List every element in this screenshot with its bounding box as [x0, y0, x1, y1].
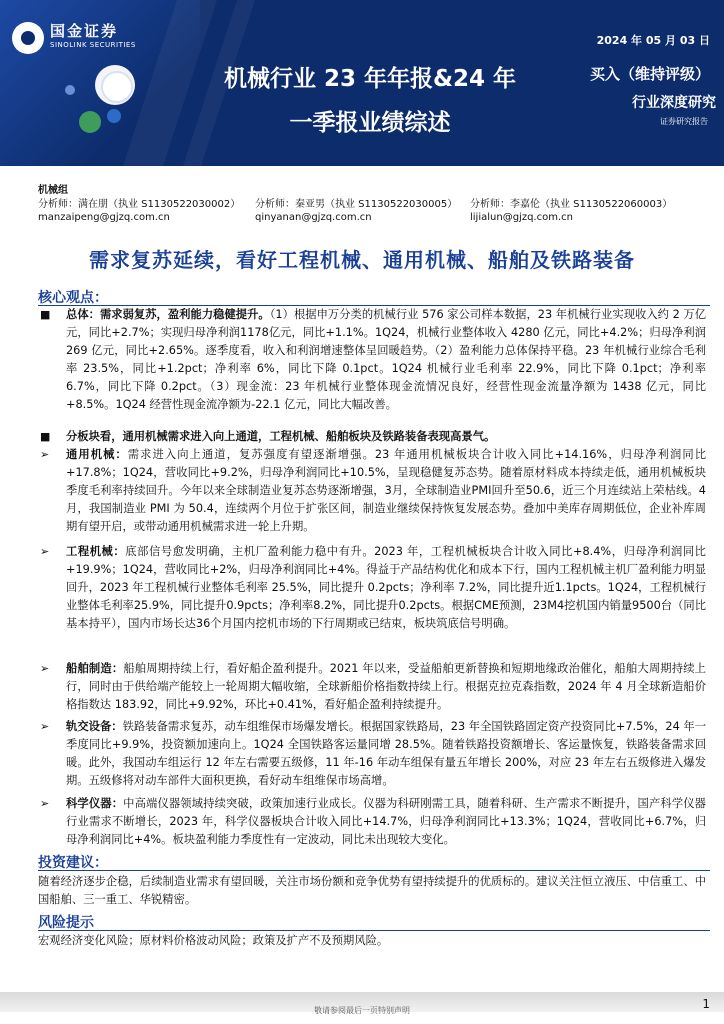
square-bullet-icon: ■: [40, 430, 51, 443]
report-header: [0, 0, 724, 166]
sector-item-text: 需求进入向上通道，复苏强度有望逐渐增强。23 年通用机械板块合计收入同比+14.16%，归母净利润同比+17.8%；1Q24，营收同比+9.2%，归母净利润同比+10.5%，呈现稳健复苏态势。随着原材料成本持续走低，通用机械板块季度毛利率持续回升。今年以来全球制造业复苏态势逐渐增强，3月，全球制造业PMI回升至50.6，近三个月连续站上荣枯线。4 月，我国制造业 PMI 为 50.4，连续两个月位于扩张区间，制造业继续保持恢复发展态势。叠加中美库存周期低位，企业补库周期有望开启，或带动通用机械需求进一轮上升期。: [66, 448, 706, 534]
risk-heading: 风险提示: [38, 915, 94, 931]
sector-item: [66, 718, 706, 790]
rating-badge: 买入（维持评级）: [589, 65, 710, 83]
section-divider: [38, 870, 710, 871]
summary-text: （1）根据申万分类的机械行业 576 家公司样本数据，23 年机械行业实现收入约 2 万亿元，同比+2.7%；实现归母净利润1178亿元，同比+1.1%。1Q24，机械行业整体收入 4280 亿元，同比+4.2%；归母净利润 269 亿元，同比+2.65%。逐季度看，收入和利润增速整体呈回暖趋势。（2）盈利能力总体保持平稳。23 年机械行业综合毛利率 23.5%，同比+1.2pct；净利率 6%，同比下降 0.1pct。1Q24 机械行业毛利率 22.9%，同比下降 0.1pct；净利率 6.7%，同比下降 0.2pct。（3）现金流：23 年机械行业整体现金流情况良好，经营性现金流量净额为 1438 亿元，同比+8.5%。1Q24 经营性现金流净额为-22.1 亿元，同比大幅改善。: [66, 308, 706, 412]
sector-item-text: 船舶周期持续上行，看好船企盈利提升。2021 年以来，受益船舶更新替换和短期地缘政治催化，船舶大周期持续上行，同时由于供给端产能较上一轮周期大幅收缩，全球新船价格指数持续上行。根据克拉克森指数，2024 年 4 月全球新造船价格指数达 183.92，同比+9.92%，环比+0.41%，看好船企盈利持续提升。: [66, 662, 706, 712]
sector-item: [66, 660, 706, 714]
risk-text: 宏观经济变化风险；原材料价格波动风险；政策及扩产不及预期风险。: [38, 934, 389, 947]
arrow-bullet-icon: ➢: [40, 662, 50, 675]
brand-logo-icon: [12, 22, 44, 54]
invest-heading: 投资建议：: [38, 855, 108, 871]
analyst-name: 分析师：李嘉伦（执业 S1130522060003）: [470, 199, 673, 210]
brand-logo: [12, 22, 136, 54]
brand-name-cn: 国金证券: [50, 22, 119, 40]
report-title-line1: 机械行业 23 年年报&24 年: [223, 66, 517, 92]
analyst-email[interactable]: qinyanan@gjzq.com.cn: [255, 212, 372, 223]
section-divider: [38, 930, 710, 931]
sector-overview-lead: 分板块看，通用机械需求进入向上通道，工程机械、船舶板块及铁路装备表现高景气。: [66, 430, 496, 443]
arrow-bullet-icon: ➢: [40, 448, 50, 461]
sector-item-text: 铁路装备需求复苏，动车组维保市场爆发增长。根据国家铁路局，23 年全国铁路固定资产投资同比+7.5%，24 年一季度同比+9.9%，投资额加速向上。1Q24 全国铁路客运量同增 28.5%。随着铁路投资额增长、客运量恢复，铁路装备需求回暖。此外，我国动车组运行 12 年左右需要五级修，11 年-16 年动车组保有量五年增长 200%，对应 23 年左右五级修进入爆发期。五级修将对动车部件大面积更换，看好动车组维保市场高增。: [66, 720, 706, 788]
sector-overview: [66, 428, 706, 446]
page-number: 1: [702, 997, 710, 1011]
sector-item-text: 中高端仪器领域持续突破，政策加速行业成长。仪器为科研刚需工具，随着科研、生产需求不断提升，国产科学仪器行业需求不断增长，2023 年，科学仪器板块合计收入同比+14.7%，归母净利润同比+13.3%；1Q24，营收同比+6.7%，归母净利润同比+4%。板块盈利能力季度性有一定波动，同比未出现较大变化。: [66, 797, 706, 847]
sector-item-lead: 科学仪器：: [66, 797, 124, 810]
sector-item-lead: 工程机械：: [66, 545, 126, 558]
sector-item: [66, 446, 706, 536]
square-bullet-icon: ■: [40, 308, 51, 321]
sector-item: [66, 543, 706, 633]
report-date: 2024 年 05 月 03 日: [596, 34, 710, 47]
core-views-heading: 核心观点：: [38, 290, 108, 306]
sector-item: [66, 795, 706, 849]
analyst-name: 分析师：秦亚男（执业 S1130522030005）: [255, 199, 458, 210]
analyst-email[interactable]: manzaipeng@gjzq.com.cn: [38, 212, 170, 223]
analyst-list: [38, 195, 698, 229]
report-subtype: 证券研究报告: [660, 117, 708, 126]
analyst-name: 分析师：满在朋（执业 S1130522030002）: [38, 199, 241, 210]
footer-disclaimer: 敬请参阅最后一页特别声明: [314, 1006, 410, 1015]
report-title-line2: 一季报业绩综述: [289, 110, 451, 136]
brand-name-en: SINOLINK SECURITIES: [50, 41, 136, 49]
analyst-email[interactable]: lijialun@gjzq.com.cn: [470, 212, 573, 223]
arrow-bullet-icon: ➢: [40, 797, 50, 810]
sector-item-lead: 通用机械：: [66, 448, 128, 461]
report-type: 行业深度研究: [632, 95, 716, 111]
sector-item-text: 底部信号愈发明确，主机厂盈利能力稳中有升。2023 年，工程机械板块合计收入同比+8.4%，归母净利润同比+19.9%；1Q24，营收同比+2%，归母净利润同比+4%。得益于产品结构优化和成本下行，国内工程机械主机厂盈利能力明显回升，2023 年工程机械行业整体毛利率 25.5%，同比提升 0.2pcts；净利率 7.2%，同比提升近1.1pcts。1Q24，工程机械行业整体毛利率25.9%，同比提升0.9pcts；净利率8.2%，同比提升0.2pcts。根据CME预测，23M4挖机国内销量9500台（同比基本持平），国内市场长达36个月国内挖机市场的下行周期或已结束，板块筑底信号明确。: [66, 545, 706, 631]
summary-paragraph: [66, 306, 706, 415]
summary-lead: 总体：需求弱复苏，盈利能力稳健提升。: [66, 308, 270, 321]
arrow-bullet-icon: ➢: [40, 720, 50, 733]
sector-item-lead: 船舶制造：: [66, 662, 124, 675]
sector-item-lead: 轨交设备：: [66, 720, 123, 733]
arrow-bullet-icon: ➢: [40, 545, 50, 558]
invest-text: 随着经济逐步企稳，后续制造业需求有望回暖，关注市场份额和竞争优势有望持续提升的优质标的。建议关注恒立液压、中信重工、中国船舶、三一重工、华锐精密。: [38, 875, 706, 907]
report-headline: 需求复苏延续，看好工程机械、通用机械、船舶及铁路装备: [89, 248, 635, 272]
team-name: 机械组: [38, 185, 68, 196]
